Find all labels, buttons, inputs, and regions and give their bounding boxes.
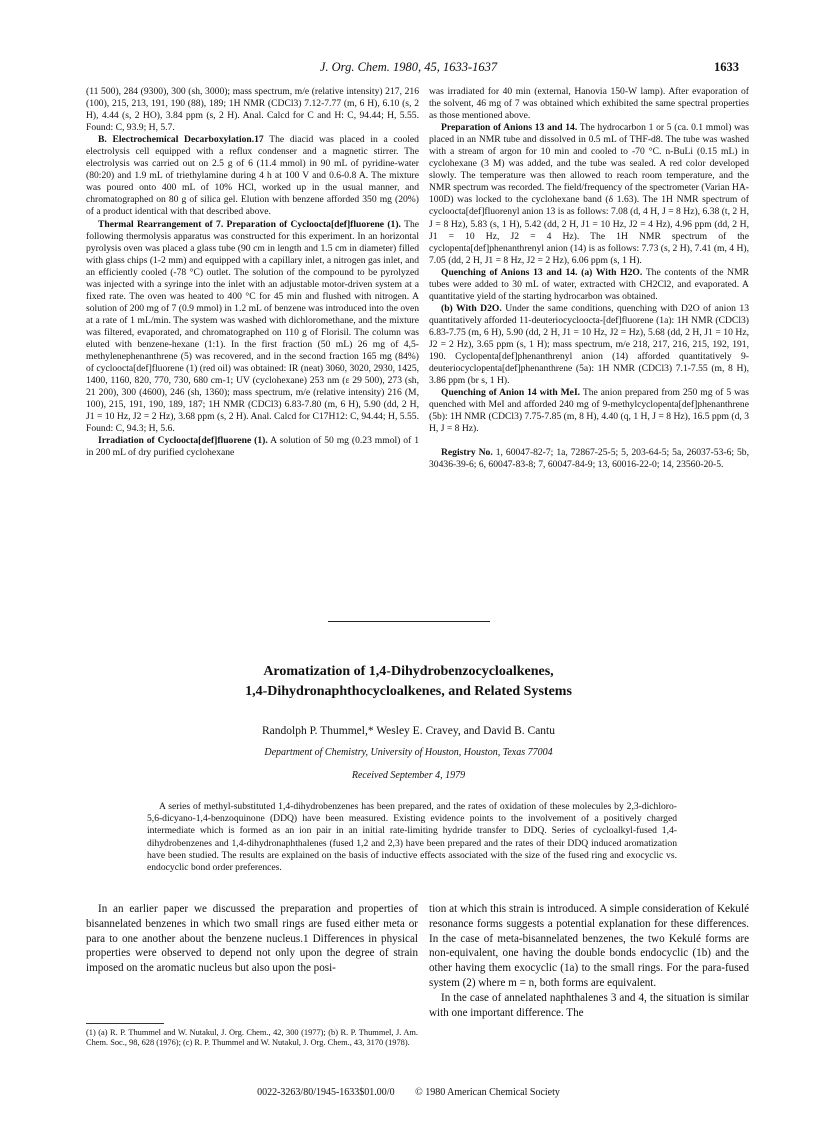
abstract: A series of methyl-substituted 1,4-dihydrobenzenes has been prepared, and the rates of oxidation of these molecules by 2,3-dichloro-5,6-dicyano-1,4-benzoquinone (DDQ) have been measured. Existing evidence points to the involvement of a positively charged intermediate which is formed as an ion pair in an initial rate-limiting hydride transfer to DDQ. Series of cycloalkyl-fused 1,4-dihydrobenzenes and 1,4-dihydronaphthalenes (fused 1,2 and 2,3) have been prepared and the rates of their DDQ induced aromatization have been studied. The results are explained on the basis of inductive effects associated with the size of the fused ring and exocyclic vs. endocyclic bond order preferences. (147, 801, 677, 874)
page-footer (0, 1087, 817, 1098)
paragraph (86, 435, 419, 459)
paragraph (429, 122, 749, 267)
received-date: Received September 4, 1979 (351, 770, 466, 781)
footnote: (1) (a) R. P. Thummel and W. Nutakul, J. Org. Chem., 42, 300 (1977); (b) R. P. Thummel, J. Am. Chem. Soc., 98, 628 (1976); (c) R. P. Thummel and W. Nutakul, J. Org. Chem., 43, 3170 (1978). (86, 1028, 418, 1048)
code-number: 0022-3263/80/1945-1633$01.00/0 (257, 1087, 395, 1098)
body-column-left (86, 902, 418, 976)
title-line: Aromatization of 1,4-Dihydrobenzocycloalkenes, (263, 664, 554, 679)
paragraph-text: The hydrocarbon 1 or 5 (ca. 0.1 mmol) was placed in an NMR tube and dissolved in 0.5 mL of THF-d8. The tube was washed with a stream of argon for 10 min and cooled to -70 °C. n-BuLi (0.15 mL) in cyclohexane (3 M) was added, and the tube was sealed. A red color developed slowly. The temperature was then allowed to reach room temperature, and the NMR spectrum was recorded. The field/frequency of the spectrometer (Varian HA-100D) was locked to the cyclohexane band (δ 1.63). The 1H NMR spectrum of cycloocta[def]fluorenyl anion 13 is as follows: 7.08 (d, 4 H, J = 8 Hz), 6.38 (t, 2 H, J = 8 Hz), 5.83 (s, 1 H), 5.42 (dd, 2 H, J1 = 10 Hz, J2 = 4 Hz), 4.96 ppm (dd, 2 H, J1 = 10 Hz, J2 = 4 Hz). The 1H NMR spectrum of the cyclopenta[def]phenanthrenyl anion (14) is as follows: 7.73 (s, 2 H), 7.41 (m, 4 H), 7.05 (dd, 2 H, J1 = 8 Hz, J2 = 2 Hz), 6.06 ppm (s, 1 H). (429, 122, 750, 266)
article-title (0, 662, 817, 702)
page-header (0, 60, 817, 76)
paragraph: tion at which this strain is introduced. A simple consideration of Kekulé resonance forms suggests a potential explanation for these differences. In the case of meta-bisannelated benzenes, the two Kekulé forms are non-equivalent, one having the double bonds endocyclic (1b) and the other having them exocyclic (1a) to the small rings. For the para-fused system (2) where m = n, both forms are equivalent. (429, 903, 749, 989)
section-heading: Thermal Rearrangement of 7. Preparation of Cycloocta[def]fluorene (1). (98, 218, 401, 230)
experimental-column-left (86, 86, 419, 459)
article-divider (328, 621, 490, 622)
paragraph: In an earlier paper we discussed the preparation and properties of bisannelated benzenes in which two small rings are fused either meta or para to one another about the benzene nucleus.1 Differences in physical properties were observed to depend not only upon the degree of strain imposed on the aromatic nucleus but also upon the posi- (86, 903, 418, 975)
paragraph-text: Under the same conditions, quenching with D2O of anion 13 quantitatively afforded 11-deuteriocycloocta-[def]fluorene (1a): 1H NMR (CDCl3) 6.83-7.75 (m, 6 H), 5.90 (dd, 2 H, J1 = 10 Hz, J2 = Hz), 5.68 (dd, 2 H, J1 = 10 Hz, J2 = 2 Hz), 3.65 ppm (s, 1 H); mass spectrum, m/e 218, 217, 216, 215, 192, 191, 190. Cyclopenta[def]phenanthrenyl anion (14) afforded quantitatively 9-deuteriocyclopenta[def]phenanthrene (5a): 1H NMR (CDCl3) 7.1-7.55 (m, 8 H), 3.86 ppm (br s, 1 H). (429, 302, 749, 387)
section-heading: Quenching of Anions 13 and 14. (a) With H2O. (441, 266, 643, 278)
copyright: © 1980 American Chemical Society (415, 1087, 560, 1098)
paragraph-text: A solution of 50 mg (0.23 mmol) of 1 in 200 mL of dry purified cyclohexane (86, 435, 419, 459)
paragraph: was irradiated for 40 min (external, Hanovia 150-W lamp). After evaporation of the solvent, 46 mg of 7 was obtained which exhibited the same spectral properties as those mentioned above. (429, 86, 749, 122)
paragraph (429, 387, 749, 435)
registry-text: 1, 60047-82-7; 1a, 72867-25-5; 5, 203-64-5; 5a, 26037-53-6; 5b, 30436-39-6; 6, 60047-83-8; 7, 60047-84-9; 13, 60016-22-0; 14, 23560-20-5. (429, 447, 750, 471)
section-heading: Irradiation of Cycloocta[def]fluorene (1). (98, 435, 268, 447)
section-heading: (b) With D2O. (441, 302, 502, 314)
paragraph: (11 500), 284 (9300), 300 (sh, 3000); mass spectrum, m/e (relative intensity) 217, 216 (100), 215, 213, 191, 190 (88), 189; 1H NMR (CDCl3) 7.12-7.77 (m, 6 H), 6.10 (s, 2 H), 4.44 (s, 2 HO), 3.84 ppm (s, 2 H). Anal. Calcd for C and H: C, 94.44; H, 5.55. Found: C, 93.9; H, 5.7. (86, 86, 419, 134)
paragraph (429, 267, 749, 303)
title-line: 1,4-Dihydronaphthocycloalkenes, and Related Systems (245, 684, 572, 699)
registry-numbers (429, 447, 749, 471)
paragraph (86, 134, 419, 218)
experimental-column-right (429, 86, 749, 471)
paragraph-text: The contents of the NMR tubes were added to 30 mL of water, extracted with CH2Cl2, and evaporated. A quantitative yield of the starting hydrocarbon was obtained. (429, 266, 749, 302)
page-number: 1633 (714, 60, 739, 74)
section-heading: Quenching of Anion 14 with MeI. (441, 387, 581, 399)
section-heading: B. Electrochemical Decarboxylation.17 (98, 134, 264, 146)
paragraph-text: The diacid was placed in a cooled electrolysis cell equipped with a reflux condenser and a magnetic stirrer. The electrolysis was carried out on 2.5 g of 6 (11.4 mmol) in 90 mL of pyridine-water (80:20) and 1.9 mL of triethylamine during 4 h at 100 V and 0.6-0.8 A. The mixture was poured onto 400 mL of 10% HCl, worked up in the usual manner, and chromatographed on 80 g of silica gel. Elution with benzene afforded 350 mg (20%) of a product identical with that described above. (86, 134, 419, 218)
paragraph-text: The anion prepared from 250 mg of 5 was quenched with MeI and afforded 240 mg of 9-methylcyclopenta[def]phenanthrene (5b): 1H NMR (CDCl3) 7.75-7.85 (m, 8 H), 4.40 (q, 1 H, J = 8 Hz), 16.5 ppm (d, 3 H, J = 8 Hz). (429, 387, 749, 435)
affiliation: Department of Chemistry, University of Houston, Houston, Texas 77004 (264, 747, 553, 758)
paragraph (86, 219, 419, 436)
section-heading: Preparation of Anions 13 and 14. (441, 122, 578, 134)
body-column-right (429, 902, 749, 1020)
running-head: J. Org. Chem. 1980, 45, 1633-1637 (319, 60, 498, 74)
registry-heading: Registry No. (441, 447, 493, 459)
paragraph: In the case of annelated naphthalenes 3 and 4, the situation is similar with one important difference. The (429, 991, 749, 1019)
authors: Randolph P. Thummel,* Wesley E. Cravey, and David B. Cantu (261, 725, 556, 737)
paragraph-text: The following thermolysis apparatus was constructed for this experiment. In an horizontal pyrolysis oven was placed a glass tube (90 cm in length and 1.5 cm in diameter) filled with glass chips (1-2 mm) and equipped with a capillary inlet, a nitrogen gas inlet, and an efficiently cooled (-78 °C) outlet. The solution of the compound to be pyrolyzed was injected with a syringe into the inlet with an adjustable motor-driven system at a fixed rate. The oven was heated to 400 °C for 45 min and flushed with nitrogen. A solution of 200 mg of 7 (0.9 mmol) in 1.2 mL of benzene was introduced into the oven at a rate of 1 mL/min. The system was washed with dichloromethane, and the mixture was filtered, evaporated, and chromatographed on 110 g of Florisil. The column was eluted with benzene-hexane (1:1). In the first fraction (50 mL) 26 mg of 4,5-methylenephenanthrene (5) was recovered, and in the second fraction 165 mg (84%) of cycloocta[def]fluorene (1) (red oil) was obtained: IR (neat) 3060, 3020, 2930, 1425, 1400, 1160, 820, 770, 730, 680 cm-1; UV (cyclohexane) 253 nm (ε 29 500), 273 (sh, 21 200), 300 (4600), 246 (sh, 1360); mass spectrum, m/e (relative intensity) 216 (M, 100), 215, 191, 190, 189, 187; 1H NMR (CDCl3) 6.83-7.80 (m, 6 H), 5.90 (dd, 2 H, J1 = 10 Hz, J2 = 2 Hz), 3.68 ppm (s, 2 H). Anal. Calcd for C17H12: C, 94.44; H, 5.55. Found: C, 94.3; H, 5.6. (86, 218, 420, 435)
paragraph (429, 303, 749, 387)
footnote-rule (86, 1023, 164, 1024)
